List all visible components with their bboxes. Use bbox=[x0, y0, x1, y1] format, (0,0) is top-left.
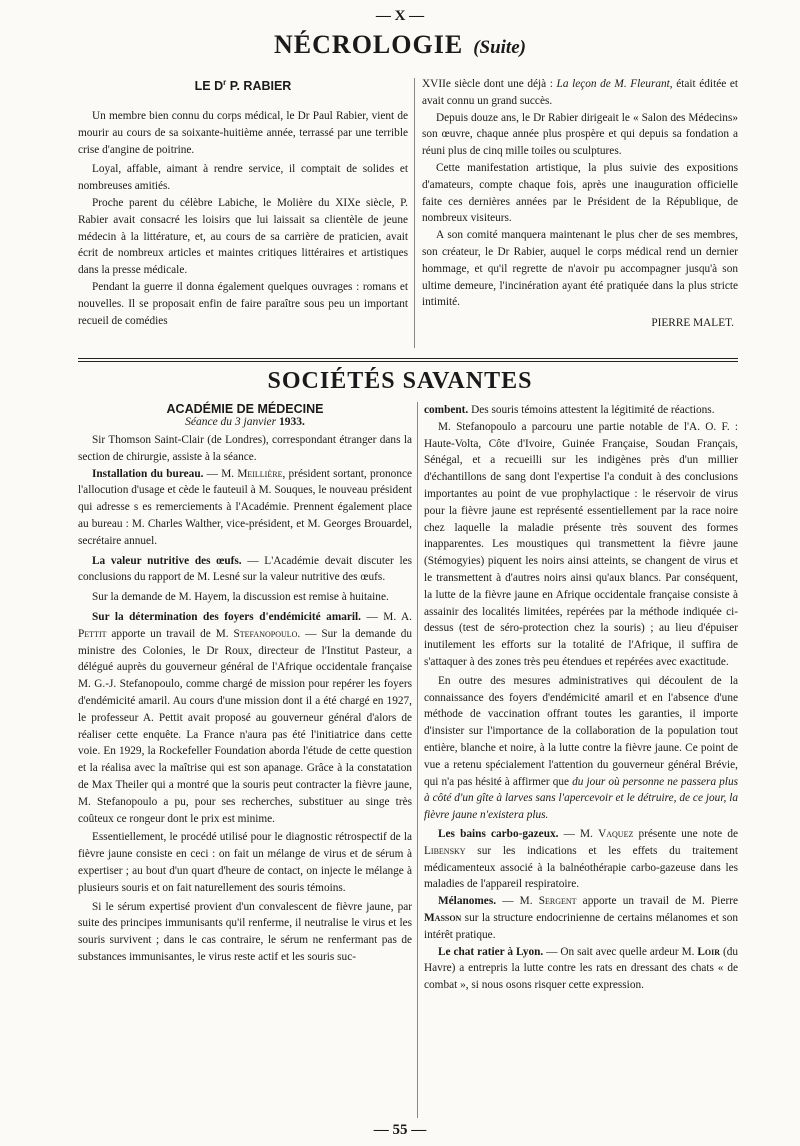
societes-column-left bbox=[78, 432, 412, 966]
title-suite: (Suite) bbox=[473, 37, 526, 58]
column-divider bbox=[417, 402, 418, 1118]
obit-paragraph: Depuis douze ans, le Dr Rabier dirigeait le « Salon des Médecins» son œuvre, chaque année plus prospère et qui depuis sa fondation a réuni plus de cinq mille toiles ou sculptures. bbox=[422, 111, 738, 158]
article-paragraph: combent. Des souris témoins attestent la légitimité de réactions. bbox=[424, 404, 715, 416]
topic-heading: Les bains carbo-gazeux. bbox=[438, 827, 559, 840]
obit-paragraph: Loyal, affable, aimant à rendre service, il comptait de solides et nombreuses amitiés. bbox=[78, 163, 408, 193]
section-rule bbox=[78, 358, 738, 359]
article-paragraph: En outre des mesures administratives qui découlent de la connaissance des foyers d'endémicité amaril et en l'absence d'une méthode de vaccination offrant toutes les garanties, il importe d'insister sur l'importance de la collaboration de la population tout entière, blanche et noire, à la lutte contre la fièvre jaune. Ce point de vue a retenu spécialement l'attention du gouverneur général Brévie, qui n'a pas hésité à affirmer que du jour où personne ne passera plus à côté d'un gîte à larves sans l'apercevoir et le détruire, de ce jour, la fièvre jaune n'existera plus. bbox=[424, 674, 738, 822]
page-title bbox=[0, 30, 800, 60]
column-divider bbox=[414, 78, 415, 348]
obit-paragraph: Cette manifestation artistique, la plus suivie des expositions d'amateurs, compte chaque fois, après une inauguration officielle faite ces dernières années par le Président de la République, de nombreux visiteurs. bbox=[422, 161, 738, 225]
article-paragraph: La valeur nutritive des œufs. — L'Académie devait discuter les conclusions du rapport de M. Lesné sur la valeur nutritive des œufs. bbox=[78, 554, 413, 584]
article-paragraph: Mélanomes. — M. Sergent apporte un travail de M. Pierre Masson sur la structure endocrinienne de certains mélanomes et son intérêt pratique. bbox=[424, 895, 738, 941]
article-paragraph: Essentiellement, le procédé utilisé pour le diagnostic rétrospectif de la fièvre jaune consiste en ceci : on fait un mélange de virus et de sérum à expertiser ; au bout d'un quart d'heure de contact, on injecte le mélange à plusieurs souris et on fait naturellement des souris témoins. bbox=[78, 831, 412, 894]
societes-column-right bbox=[424, 402, 738, 994]
obit-signature: PIERRE MALET. bbox=[651, 317, 734, 330]
obituary-heading: LE $D^r$ P. RABIER bbox=[194, 78, 292, 94]
societes-title: SOCIÉTÉS SAVANTES bbox=[267, 368, 533, 394]
obituary-column-right bbox=[422, 76, 738, 332]
academy-heading: ACADÉMIE DE MÉDECINE bbox=[166, 402, 324, 416]
article-paragraph: Sur la détermination des foyers d'endémicité amaril. — M. A. Pettit apporte un travail de M. Stefanopoulo. — Sur la demande du ministre des Colonies, le Dr Roux, directeur de l'Institut Pasteur, a délégué auprès du gouverneur général de l'Afrique occidentale française M. G.-J. Stefanopoulo, comme chargé de mission pour repérer les foyers d'endémicité amaril. Au cours d'une mission dont il a été chargé en 1927, le professeur A. Pettit avait proposé au gouverneur général d'alors de réaliser cette enquête. La France n'aura pas été l'initiatrice dans cette voie. En 1929, la Rockefeller Foundation aborda l'étude de cette question et la réalisa avec la maîtrise qui est son apanage. Grâce à la constatation de Max Theiler qui a montré que la souris peut contracter la fièvre jaune, M. Stefanopoulo a pu, pour ses recherches, substituer au singe très coûteux ce rongeur dont le prix est minime. bbox=[78, 610, 412, 825]
article-paragraph: Sur la demande de M. Hayem, la discussion est remise à huitaine. bbox=[92, 591, 389, 604]
topic-heading: Mélanomes. bbox=[438, 895, 497, 908]
title-main: NÉCROLOGIE bbox=[274, 30, 464, 59]
article-paragraph: Sir Thomson Saint-Clair (de Londres), correspondant étranger dans la section de chirurgie, assiste à la séance. bbox=[78, 434, 412, 463]
session-date: Séance du 3 janvier 1933. bbox=[185, 416, 305, 428]
obit-paragraph: Proche parent du célèbre Labiche, le Molière du XIXe siècle, P. Rabier avait consacré les loisirs que lui laissait sa clientèle de jeune médecin à la littérature, et, au cours de sa carrière de praticien, avait écrit de nombreux articles et maintes critiques littéraires et artistiques dans la presse médicale. bbox=[78, 196, 408, 277]
page-roman-number: — X — bbox=[375, 8, 425, 24]
topic-heading: Le chat ratier à Lyon. bbox=[438, 945, 544, 958]
section-rule bbox=[78, 361, 738, 362]
article-paragraph: Si le sérum expertisé provient d'un convalescent de fièvre jaune, par suite des principes immunisants qu'il renferme, il neutralise le virus et les souris survivent ; dans le cas contraire, le sérum ne renfermant pas de substances immunisantes, le virus reste actif et les souris suc- bbox=[78, 900, 412, 963]
article-paragraph: Les bains carbo-gazeux. — M. Vaquez présente une note de Libensky sur les indications et les effets du traitement médicamenteux associé à la balnéothérapie carbo-gazeuse dans les maladies de l'appareil respiratoire. bbox=[424, 827, 739, 891]
obit-paragraph: A son comité manquera maintenant le plus cher de ses membres, son créateur, le Dr Rabier, auquel le corps médical rend un dernier hommage, et qu'il regrette de n'avoir pu accompagner jusqu'à son ultime demeure, l'incinération ayant été pratiquée dans la plus stricte intimité. bbox=[422, 229, 738, 309]
obituary-column-left bbox=[78, 108, 408, 329]
article-paragraph: Installation du bureau. — M. Meillière, président sortant, prononce l'allocution d'usage et cède le fauteuil à M. Souques, le nouveau président qui adresse s es remerciements à l'Académie. Prennent également place au bureau : M. Charles Walther, vice-président, et M. Georges Brouardel, secrétaire annuel. bbox=[78, 467, 413, 547]
page-number: — 55 — bbox=[373, 1122, 427, 1138]
article-paragraph: Le chat ratier à Lyon. — On sait avec quelle ardeur M. Loir (du Havre) a entrepris la lutte contre les rats en dressant des chats « de combat », si nous osons risquer cette expression. bbox=[424, 945, 739, 992]
obit-paragraph: Pendant la guerre il donna également quelques ouvrages : romans et nouvelles. Il se proposait enfin de faire paraître sous peu un important recueil de comédies bbox=[78, 280, 408, 327]
obit-paragraph: XVIIe siècle dont une déjà : La leçon de M. Fleurant, était éditée et avait connu un grand succès. bbox=[422, 78, 738, 107]
topic-heading: Installation du bureau. bbox=[92, 467, 204, 480]
obit-paragraph: Un membre bien connu du corps médical, le Dr Paul Rabier, vient de mourir au cours de sa soixante-huitième année, terrassé par une terrible crise d'angine de poitrine. bbox=[78, 110, 408, 156]
article-paragraph: M. Stefanopoulo a parcouru une partie notable de l'A. O. F. : Haute-Volta, Côte d'Ivoire, Guinée Française, Soudan Français, Sénégal, et a recueilli sur les indigènes près d'un millier d'échantillons de sang dont l'expertise l'a conduit à des conclusions importantes au point de vue prophylactique : le réservoir de virus pour la fièvre jaune est représenté essentiellement par la race noire chez laquelle la maladie présente très souvent des formes inapparentes. Les moustiques qui transmettent la fièvre jaune (Stémogyies) piquent les noirs ainsi atteints, se changent de virus et le transmettent à d'autres noirs ainsi qu'aux blancs. Par conséquent, la lutte de la fièvre jaune en Afrique occidentale française consiste à assainir des localités limitées, repérées par la méthode indiquée ci-dessus (test de séro-protection chez la souris) ; au lieu d'épuiser inutilement les efforts sur la totalité de l'Afrique, il suffira de s'attaquer à des zones très peu étendues et repérées avec exactitude. bbox=[424, 420, 738, 668]
topic-heading: Sur la détermination des foyers d'endémicité amaril. bbox=[92, 610, 361, 623]
topic-heading: La valeur nutritive des œufs. bbox=[92, 554, 242, 567]
